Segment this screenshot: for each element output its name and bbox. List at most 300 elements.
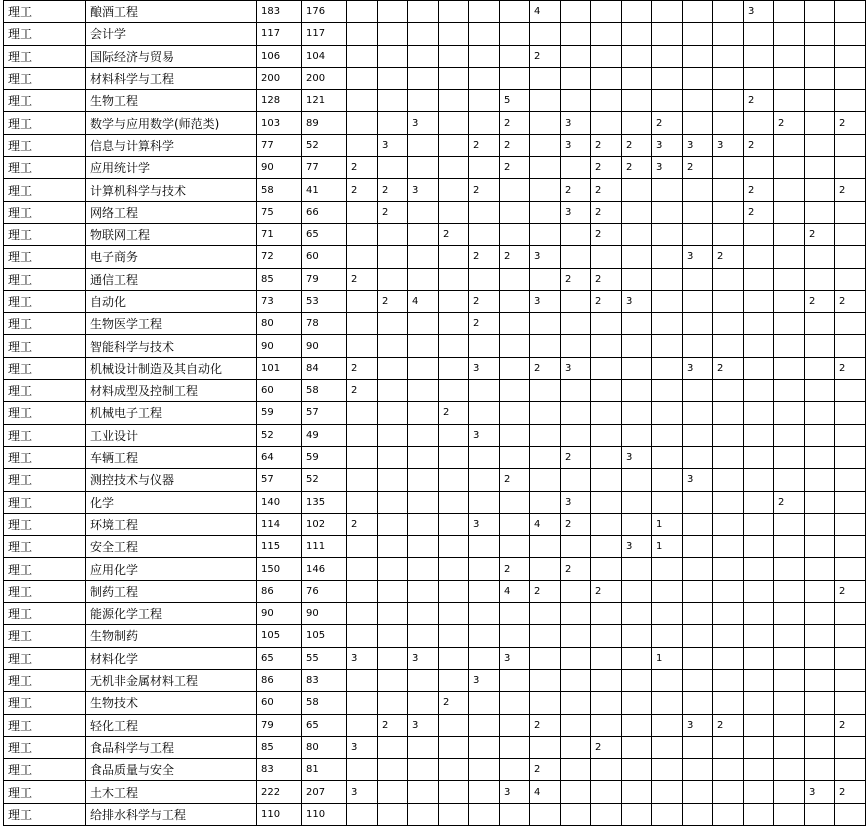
group-cell: 2 (744, 179, 774, 201)
group-cell (347, 90, 378, 112)
group-cell (530, 736, 561, 758)
group-cell (378, 357, 408, 379)
group-cell (530, 268, 561, 290)
plan-count-cell: 90 (257, 157, 302, 179)
category-cell: 理工 (4, 669, 86, 691)
group-cell (805, 90, 835, 112)
group-cell: 4 (530, 1, 561, 23)
group-cell (835, 603, 866, 625)
group-cell (591, 357, 622, 379)
group-cell (469, 603, 500, 625)
category-cell: 理工 (4, 625, 86, 647)
group-cell (622, 558, 652, 580)
group-cell: 2 (530, 45, 561, 67)
group-cell (378, 803, 408, 825)
group-cell (378, 112, 408, 134)
group-cell (591, 1, 622, 23)
group-cell (713, 558, 744, 580)
group-cell: 2 (500, 112, 530, 134)
group-cell (744, 67, 774, 89)
group-cell (683, 313, 713, 335)
group-cell (683, 424, 713, 446)
category-cell: 理工 (4, 134, 86, 156)
group-cell (652, 313, 683, 335)
group-cell: 3 (500, 781, 530, 803)
group-cell (835, 134, 866, 156)
plan-count-cell: 140 (257, 491, 302, 513)
table-row (4, 112, 866, 134)
group-cell (805, 625, 835, 647)
group-cell (805, 491, 835, 513)
plan-count-cell: 90 (257, 335, 302, 357)
group-cell: 2 (530, 714, 561, 736)
category-cell: 理工 (4, 179, 86, 201)
group-cell: 3 (561, 112, 591, 134)
plan-count-cell: 90 (257, 603, 302, 625)
group-cell (347, 491, 378, 513)
group-cell (774, 179, 805, 201)
group-cell (774, 67, 805, 89)
group-cell (622, 781, 652, 803)
group-cell (683, 603, 713, 625)
category-cell: 理工 (4, 1, 86, 23)
group-cell (561, 45, 591, 67)
group-cell (835, 335, 866, 357)
group-cell (713, 446, 744, 468)
group-cell (439, 313, 469, 335)
group-cell (561, 90, 591, 112)
group-cell (378, 536, 408, 558)
group-cell (469, 45, 500, 67)
group-cell (530, 536, 561, 558)
group-cell (500, 201, 530, 223)
group-cell (652, 603, 683, 625)
group-cell (439, 45, 469, 67)
group-cell (835, 201, 866, 223)
group-cell (774, 803, 805, 825)
plan-count-cell: 110 (257, 803, 302, 825)
group-cell: 2 (622, 157, 652, 179)
group-cell (683, 112, 713, 134)
group-cell (347, 313, 378, 335)
group-cell (469, 380, 500, 402)
group-cell: 2 (683, 157, 713, 179)
table-row (4, 803, 866, 825)
group-cell (774, 669, 805, 691)
table-row (4, 45, 866, 67)
admissions-table (3, 0, 866, 826)
table-row (4, 446, 866, 468)
group-cell (347, 446, 378, 468)
group-cell (652, 446, 683, 468)
group-cell (805, 335, 835, 357)
category-cell: 理工 (4, 112, 86, 134)
group-cell: 2 (500, 558, 530, 580)
plan-count-cell: 52 (257, 424, 302, 446)
group-cell (591, 246, 622, 268)
group-cell (378, 1, 408, 23)
group-cell (622, 603, 652, 625)
group-cell (683, 45, 713, 67)
group-cell (530, 625, 561, 647)
group-cell (469, 402, 500, 424)
group-cell (530, 491, 561, 513)
major-cell: 智能科学与技术 (86, 335, 257, 357)
group-cell (622, 45, 652, 67)
major-cell: 数学与应用数学(师范类) (86, 112, 257, 134)
table-row (4, 201, 866, 223)
group-cell (744, 357, 774, 379)
group-cell: 1 (652, 513, 683, 535)
group-cell: 2 (744, 201, 774, 223)
group-cell (744, 513, 774, 535)
group-cell (652, 45, 683, 67)
table-row (4, 179, 866, 201)
group-cell (530, 67, 561, 89)
group-cell (835, 246, 866, 268)
plan-count-cell: 103 (257, 112, 302, 134)
table-row (4, 380, 866, 402)
group-cell (835, 625, 866, 647)
group-cell (500, 424, 530, 446)
group-cell (530, 692, 561, 714)
group-cell (561, 759, 591, 781)
group-cell: 2 (530, 580, 561, 602)
group-cell: 2 (835, 357, 866, 379)
table-row (4, 157, 866, 179)
category-cell: 理工 (4, 335, 86, 357)
plan-count-cell: 72 (257, 246, 302, 268)
category-cell: 理工 (4, 781, 86, 803)
group-cell (744, 112, 774, 134)
group-cell (622, 424, 652, 446)
category-cell: 理工 (4, 290, 86, 312)
group-cell (622, 335, 652, 357)
group-cell: 3 (805, 781, 835, 803)
group-cell (439, 23, 469, 45)
group-cell (774, 223, 805, 245)
major-cell: 计算机科学与技术 (86, 179, 257, 201)
enrolled-count-cell: 58 (302, 692, 347, 714)
group-cell (652, 380, 683, 402)
group-cell (774, 536, 805, 558)
group-cell (805, 469, 835, 491)
group-cell (744, 157, 774, 179)
group-cell (561, 669, 591, 691)
group-cell (439, 536, 469, 558)
table-row (4, 290, 866, 312)
group-cell: 2 (591, 157, 622, 179)
group-cell (805, 313, 835, 335)
group-cell (774, 380, 805, 402)
group-cell (439, 603, 469, 625)
group-cell (347, 246, 378, 268)
group-cell (774, 513, 805, 535)
group-cell (561, 647, 591, 669)
group-cell: 3 (408, 647, 439, 669)
major-cell: 应用化学 (86, 558, 257, 580)
plan-count-cell: 106 (257, 45, 302, 67)
group-cell: 2 (378, 290, 408, 312)
group-cell (774, 736, 805, 758)
group-cell: 2 (561, 268, 591, 290)
group-cell (652, 90, 683, 112)
group-cell (561, 290, 591, 312)
group-cell: 2 (469, 134, 500, 156)
group-cell (835, 736, 866, 758)
enrolled-count-cell: 49 (302, 424, 347, 446)
group-cell (622, 580, 652, 602)
group-cell (500, 23, 530, 45)
group-cell (530, 23, 561, 45)
category-cell: 理工 (4, 223, 86, 245)
group-cell (408, 1, 439, 23)
group-cell (622, 380, 652, 402)
group-cell (683, 446, 713, 468)
group-cell: 2 (713, 714, 744, 736)
group-cell (561, 157, 591, 179)
group-cell: 2 (622, 134, 652, 156)
group-cell (713, 313, 744, 335)
group-cell (469, 446, 500, 468)
group-cell (835, 268, 866, 290)
group-cell (561, 402, 591, 424)
group-cell (469, 781, 500, 803)
category-cell: 理工 (4, 201, 86, 223)
group-cell (774, 647, 805, 669)
group-cell (652, 714, 683, 736)
group-cell (835, 803, 866, 825)
enrolled-count-cell: 111 (302, 536, 347, 558)
table-row (4, 625, 866, 647)
group-cell (408, 558, 439, 580)
major-cell: 材料成型及控制工程 (86, 380, 257, 402)
group-cell (713, 268, 744, 290)
group-cell (713, 45, 744, 67)
group-cell: 2 (835, 714, 866, 736)
group-cell (805, 580, 835, 602)
group-cell: 3 (469, 357, 500, 379)
group-cell (439, 736, 469, 758)
group-cell (713, 469, 744, 491)
group-cell (439, 469, 469, 491)
group-cell: 5 (500, 90, 530, 112)
group-cell (408, 246, 439, 268)
group-cell (439, 491, 469, 513)
group-cell (530, 157, 561, 179)
group-cell: 2 (347, 268, 378, 290)
group-cell (591, 112, 622, 134)
table-row (4, 90, 866, 112)
group-cell (591, 803, 622, 825)
major-cell: 工业设计 (86, 424, 257, 446)
group-cell (378, 491, 408, 513)
group-cell (469, 625, 500, 647)
group-cell (591, 603, 622, 625)
group-cell (713, 625, 744, 647)
group-cell (408, 603, 439, 625)
enrolled-count-cell: 104 (302, 45, 347, 67)
group-cell: 2 (347, 380, 378, 402)
group-cell (530, 603, 561, 625)
enrolled-count-cell: 60 (302, 246, 347, 268)
group-cell: 2 (500, 469, 530, 491)
group-cell (561, 335, 591, 357)
group-cell: 2 (347, 357, 378, 379)
group-cell: 2 (591, 223, 622, 245)
group-cell (530, 402, 561, 424)
group-cell (347, 603, 378, 625)
group-cell (835, 157, 866, 179)
table-row (4, 513, 866, 535)
group-cell: 2 (561, 179, 591, 201)
enrolled-count-cell: 65 (302, 223, 347, 245)
group-cell (500, 380, 530, 402)
group-cell (744, 669, 774, 691)
group-cell (713, 67, 744, 89)
group-cell (561, 580, 591, 602)
group-cell (652, 357, 683, 379)
group-cell: 2 (530, 759, 561, 781)
enrolled-count-cell: 110 (302, 803, 347, 825)
group-cell (591, 513, 622, 535)
major-cell: 能源化学工程 (86, 603, 257, 625)
group-cell (744, 647, 774, 669)
major-cell: 给排水科学与工程 (86, 803, 257, 825)
group-cell (500, 45, 530, 67)
category-cell: 理工 (4, 714, 86, 736)
group-cell (805, 424, 835, 446)
group-cell (713, 513, 744, 535)
group-cell (774, 246, 805, 268)
enrolled-count-cell: 90 (302, 335, 347, 357)
group-cell (561, 1, 591, 23)
group-cell (652, 736, 683, 758)
category-cell: 理工 (4, 469, 86, 491)
group-cell (530, 558, 561, 580)
category-cell: 理工 (4, 90, 86, 112)
group-cell (683, 223, 713, 245)
group-cell (439, 759, 469, 781)
group-cell (774, 759, 805, 781)
group-cell: 3 (408, 714, 439, 736)
plan-count-cell: 75 (257, 201, 302, 223)
group-cell (683, 402, 713, 424)
group-cell: 2 (347, 157, 378, 179)
group-cell (835, 759, 866, 781)
group-cell (744, 536, 774, 558)
enrolled-count-cell: 90 (302, 603, 347, 625)
group-cell (805, 536, 835, 558)
group-cell (774, 201, 805, 223)
group-cell: 3 (347, 781, 378, 803)
group-cell (347, 424, 378, 446)
group-cell (500, 268, 530, 290)
group-cell (408, 357, 439, 379)
group-cell (408, 380, 439, 402)
group-cell (469, 692, 500, 714)
group-cell (439, 424, 469, 446)
group-cell (408, 446, 439, 468)
major-cell: 安全工程 (86, 536, 257, 558)
group-cell (500, 536, 530, 558)
group-cell (439, 112, 469, 134)
group-cell (744, 558, 774, 580)
table-row (4, 736, 866, 758)
group-cell (805, 647, 835, 669)
group-cell (591, 759, 622, 781)
table-row (4, 23, 866, 45)
group-cell (561, 536, 591, 558)
group-cell (469, 714, 500, 736)
group-cell: 2 (591, 736, 622, 758)
group-cell (774, 23, 805, 45)
group-cell: 2 (591, 290, 622, 312)
group-cell (683, 625, 713, 647)
major-cell: 车辆工程 (86, 446, 257, 468)
category-cell: 理工 (4, 246, 86, 268)
group-cell (591, 714, 622, 736)
group-cell (347, 67, 378, 89)
enrolled-count-cell: 65 (302, 714, 347, 736)
major-cell: 生物制药 (86, 625, 257, 647)
group-cell (469, 201, 500, 223)
group-cell (530, 223, 561, 245)
group-cell (713, 736, 744, 758)
table-row (4, 491, 866, 513)
group-cell (713, 781, 744, 803)
enrolled-count-cell: 102 (302, 513, 347, 535)
group-cell: 2 (835, 112, 866, 134)
group-cell (713, 223, 744, 245)
group-cell (713, 803, 744, 825)
table-row (4, 268, 866, 290)
group-cell (744, 625, 774, 647)
table-row (4, 469, 866, 491)
group-cell (408, 692, 439, 714)
group-cell (713, 290, 744, 312)
group-cell (561, 781, 591, 803)
group-cell (744, 603, 774, 625)
enrolled-count-cell: 52 (302, 469, 347, 491)
plan-count-cell: 117 (257, 23, 302, 45)
group-cell (439, 201, 469, 223)
group-cell (561, 313, 591, 335)
group-cell (439, 335, 469, 357)
group-cell: 3 (500, 647, 530, 669)
major-cell: 制药工程 (86, 580, 257, 602)
group-cell (561, 223, 591, 245)
group-cell (500, 692, 530, 714)
group-cell (500, 446, 530, 468)
group-cell (805, 246, 835, 268)
group-cell: 3 (408, 112, 439, 134)
group-cell (591, 380, 622, 402)
group-cell (835, 446, 866, 468)
group-cell (439, 246, 469, 268)
group-cell (530, 112, 561, 134)
group-cell (835, 67, 866, 89)
group-cell (683, 781, 713, 803)
group-cell (835, 469, 866, 491)
group-cell (408, 491, 439, 513)
group-cell (530, 469, 561, 491)
group-cell (408, 223, 439, 245)
major-cell: 国际经济与贸易 (86, 45, 257, 67)
group-cell (408, 781, 439, 803)
group-cell (835, 223, 866, 245)
group-cell (500, 491, 530, 513)
